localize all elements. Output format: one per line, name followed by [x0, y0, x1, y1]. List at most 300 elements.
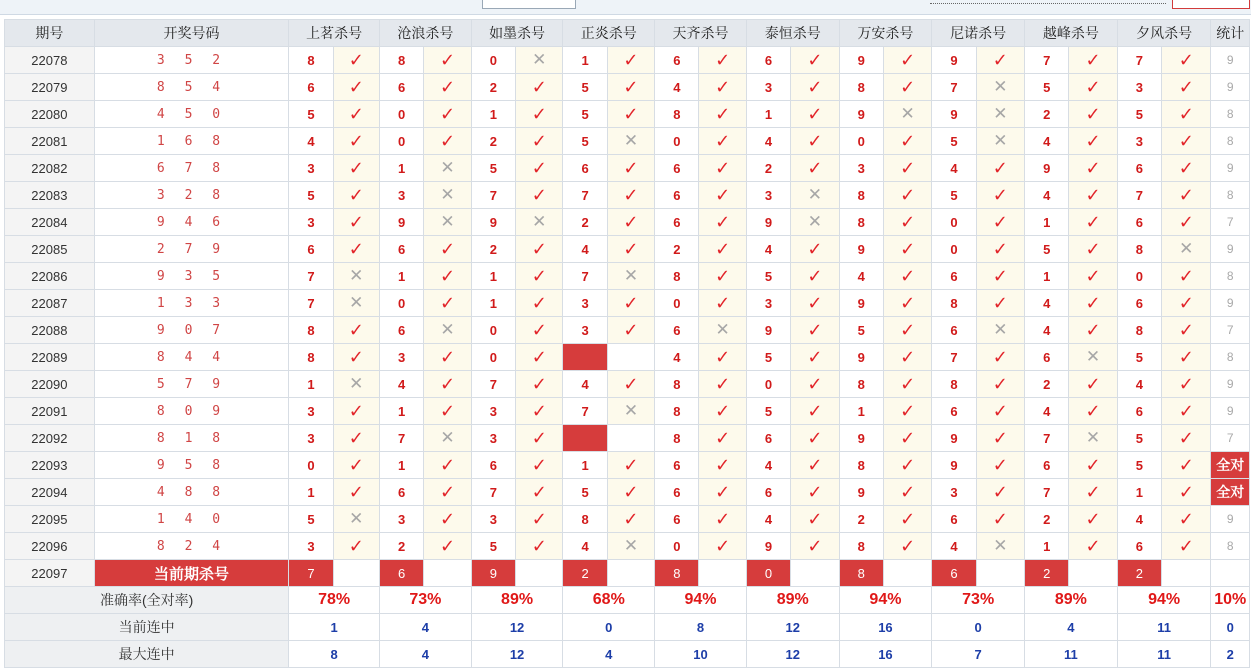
result-mark-cell — [424, 317, 471, 344]
draw-number-cell: 4 5 0 — [94, 101, 289, 128]
check-icon: ✓ — [992, 400, 1008, 421]
check-icon: ✓ — [992, 346, 1008, 367]
result-mark-cell — [699, 506, 746, 533]
accuracy-value: 73% — [379, 587, 471, 614]
cross-icon: ✕ — [807, 212, 823, 231]
result-mark-cell — [883, 74, 931, 101]
max-streak-value: 12 — [746, 641, 839, 668]
check-icon: ✓ — [900, 157, 916, 178]
kill-number-cell: 5 — [563, 101, 607, 128]
check-icon: ✓ — [807, 103, 823, 124]
check-icon: ✓ — [992, 508, 1008, 529]
draw-number-cell: 9 3 5 — [94, 263, 289, 290]
check-icon: ✓ — [439, 454, 456, 475]
result-mark-cell — [1069, 290, 1117, 317]
header-expert: 沧浪杀号 — [379, 20, 471, 47]
check-icon: ✓ — [1178, 184, 1194, 205]
check-icon: ✓ — [807, 319, 823, 340]
result-mark-cell — [976, 47, 1024, 74]
cross-icon: ✕ — [349, 509, 364, 528]
header-expert: 如墨杀号 — [471, 20, 563, 47]
kill-number-cell: 5 — [932, 182, 976, 209]
result-mark-cell — [424, 506, 471, 533]
result-mark-cell — [607, 101, 654, 128]
check-icon: ✓ — [623, 481, 639, 502]
result-mark-cell — [333, 263, 379, 290]
kill-number-cell: 2 — [1025, 101, 1069, 128]
result-mark-cell — [1162, 290, 1211, 317]
result-mark-cell — [516, 209, 563, 236]
period-select[interactable] — [482, 0, 576, 9]
issue-cell: 22085 — [5, 236, 95, 263]
kill-number-cell: 2 — [746, 155, 790, 182]
kill-number-cell: 7 — [1117, 182, 1161, 209]
check-icon: ✓ — [531, 346, 547, 367]
check-icon: ✓ — [531, 427, 547, 448]
cross-icon: ✕ — [993, 131, 1008, 150]
result-mark-cell — [1162, 317, 1211, 344]
kill-number-cell: 1 — [563, 452, 607, 479]
result-mark-cell — [976, 533, 1024, 560]
check-icon: ✓ — [439, 76, 456, 97]
result-mark-cell — [883, 209, 931, 236]
result-mark-cell — [1069, 506, 1117, 533]
draw-number-cell: 1 4 0 — [94, 506, 289, 533]
kill-number-cell: 5 — [746, 263, 790, 290]
kill-number-cell: 6 — [379, 317, 423, 344]
cross-icon: ✕ — [532, 50, 547, 69]
result-mark-cell — [516, 155, 563, 182]
kill-number-cell: 5 — [746, 344, 790, 371]
check-icon: ✓ — [531, 373, 547, 394]
result-mark-cell — [333, 182, 379, 209]
header-expert: 上茗杀号 — [289, 20, 380, 47]
result-mark-cell — [1162, 398, 1211, 425]
result-mark-cell — [883, 155, 931, 182]
check-icon: ✓ — [623, 238, 639, 259]
kill-number-cell: 6 — [655, 452, 699, 479]
check-icon: ✓ — [623, 373, 639, 394]
check-icon: ✓ — [1178, 130, 1194, 151]
cross-icon: ✕ — [993, 320, 1008, 339]
missing-kill-cell — [563, 344, 607, 371]
result-mark-cell — [333, 74, 379, 101]
kill-number-cell: 4 — [1025, 182, 1069, 209]
issue-cell: 22082 — [5, 155, 95, 182]
result-mark-cell — [516, 290, 563, 317]
kill-number-cell: 3 — [1117, 74, 1161, 101]
kill-number-cell: 0 — [932, 209, 976, 236]
kill-number-cell: 4 — [746, 506, 790, 533]
check-icon: ✓ — [531, 130, 547, 151]
accuracy-value: 89% — [746, 587, 839, 614]
check-icon: ✓ — [715, 481, 731, 502]
kill-number-cell: 9 — [1025, 155, 1069, 182]
result-mark-cell — [699, 290, 746, 317]
kill-number-cell: 6 — [655, 182, 699, 209]
kill-number-cell: 2 — [655, 236, 699, 263]
draw-number-cell: 1 6 8 — [94, 128, 289, 155]
stat-cell: 7 — [1211, 209, 1250, 236]
draw-number-cell: 3 2 8 — [94, 182, 289, 209]
kill-number-cell: 8 — [289, 317, 333, 344]
check-icon: ✓ — [807, 292, 823, 313]
check-icon: ✓ — [1085, 508, 1101, 529]
kill-number-cell: 5 — [746, 398, 790, 425]
kill-number-cell: 0 — [379, 128, 423, 155]
result-mark-cell — [1069, 182, 1117, 209]
kill-number-cell: 4 — [1025, 290, 1069, 317]
draw-number-cell: 4 8 8 — [94, 479, 289, 506]
kill-number-cell: 6 — [746, 479, 790, 506]
result-mark-cell — [883, 425, 931, 452]
check-icon: ✓ — [900, 346, 916, 367]
result-mark-cell — [791, 290, 839, 317]
check-icon: ✓ — [348, 319, 364, 340]
check-icon: ✓ — [900, 292, 916, 313]
stat-cell: 8 — [1211, 101, 1250, 128]
kill-number-cell: 3 — [746, 290, 790, 317]
current-kill-number: 2 — [563, 560, 607, 587]
result-mark-cell — [699, 47, 746, 74]
accuracy-value: 94% — [839, 587, 932, 614]
check-icon: ✓ — [715, 76, 731, 97]
result-mark-cell — [607, 128, 654, 155]
issue-cell: 22084 — [5, 209, 95, 236]
check-icon: ✓ — [900, 319, 916, 340]
kill-number-cell: 5 — [471, 155, 515, 182]
kill-number-cell: 8 — [932, 371, 976, 398]
kill-number-cell: 0 — [471, 344, 515, 371]
cross-icon: ✕ — [715, 320, 730, 339]
kill-number-cell: 3 — [379, 344, 423, 371]
result-mark-cell — [791, 209, 839, 236]
cross-icon: ✕ — [993, 536, 1008, 555]
table-row — [5, 290, 1250, 317]
result-mark-cell — [516, 452, 563, 479]
cross-icon: ✕ — [623, 131, 639, 150]
kill-number-cell: 3 — [289, 209, 333, 236]
result-mark-cell — [791, 533, 839, 560]
result-mark-cell — [1069, 128, 1117, 155]
table-row — [5, 425, 1250, 452]
check-icon: ✓ — [992, 292, 1008, 313]
check-icon: ✓ — [439, 535, 456, 556]
issue-cell: 22093 — [5, 452, 95, 479]
check-icon: ✓ — [1178, 346, 1194, 367]
kill-number-cell: 1 — [1025, 533, 1069, 560]
result-mark-cell — [424, 47, 471, 74]
result-mark-cell — [607, 236, 654, 263]
empty-cell — [699, 560, 746, 587]
check-icon: ✓ — [1178, 292, 1194, 313]
kill-number-cell: 4 — [1025, 128, 1069, 155]
empty-cell — [1069, 560, 1117, 587]
current-streak-value: 0 — [563, 614, 655, 641]
kill-number-cell: 7 — [563, 182, 607, 209]
result-mark-cell — [699, 182, 746, 209]
cross-icon: ✕ — [623, 536, 639, 555]
result-mark-cell — [1069, 425, 1117, 452]
table-row — [5, 371, 1250, 398]
result-mark-cell — [791, 398, 839, 425]
result-mark-cell — [607, 317, 654, 344]
check-icon: ✓ — [439, 49, 456, 70]
kill-number-cell: 8 — [563, 506, 607, 533]
stat-cell: 7 — [1211, 317, 1250, 344]
table-row — [5, 128, 1250, 155]
check-icon: ✓ — [1085, 184, 1101, 205]
result-mark-cell — [883, 128, 931, 155]
issue-cell: 22091 — [5, 398, 95, 425]
kill-number-cell: 2 — [839, 506, 883, 533]
kill-number-cell: 5 — [1117, 344, 1161, 371]
empty-cell — [516, 560, 563, 587]
result-mark-cell — [791, 182, 839, 209]
check-icon: ✓ — [623, 508, 639, 529]
header-expert: 夕风杀号 — [1117, 20, 1211, 47]
current-kill-number: 8 — [655, 560, 699, 587]
accuracy-value: 68% — [563, 587, 655, 614]
kill-number-cell: 8 — [655, 263, 699, 290]
check-icon: ✓ — [623, 184, 639, 205]
check-icon: ✓ — [348, 103, 364, 124]
kill-number-cell: 6 — [655, 479, 699, 506]
result-mark-cell — [791, 371, 839, 398]
result-mark-cell — [424, 398, 471, 425]
table-row — [5, 236, 1250, 263]
check-icon: ✓ — [531, 535, 547, 556]
result-mark-cell — [791, 479, 839, 506]
result-mark-cell — [1162, 128, 1211, 155]
result-mark-cell — [333, 47, 379, 74]
kill-number-cell: 7 — [563, 263, 607, 290]
result-mark-cell — [607, 47, 654, 74]
kill-number-cell: 2 — [1025, 506, 1069, 533]
check-icon: ✓ — [348, 130, 364, 151]
kill-number-cell: 9 — [839, 290, 883, 317]
kill-number-cell: 6 — [1117, 533, 1161, 560]
kill-number-cell: 3 — [289, 425, 333, 452]
current-streak-value: 1 — [289, 614, 380, 641]
result-mark-cell — [1069, 452, 1117, 479]
kill-number-cell: 6 — [655, 506, 699, 533]
result-mark-cell — [791, 452, 839, 479]
check-icon: ✓ — [439, 292, 456, 313]
kill-number-cell: 6 — [932, 398, 976, 425]
stat-cell: 8 — [1211, 182, 1250, 209]
check-icon: ✓ — [715, 157, 731, 178]
kill-number-cell: 0 — [379, 290, 423, 317]
table-row — [5, 263, 1250, 290]
kill-number-cell: 4 — [1117, 371, 1161, 398]
kill-number-cell: 2 — [379, 533, 423, 560]
table-row — [5, 209, 1250, 236]
kill-number-cell: 0 — [839, 128, 883, 155]
check-icon: ✓ — [807, 373, 823, 394]
current-kill-number: 0 — [746, 560, 790, 587]
draw-number-cell: 3 5 2 — [94, 47, 289, 74]
check-icon: ✓ — [992, 238, 1008, 259]
current-issue-cell: 22097 — [5, 560, 95, 587]
kill-number-cell: 7 — [1025, 47, 1069, 74]
check-icon: ✓ — [439, 265, 456, 286]
kill-number-cell: 3 — [932, 479, 976, 506]
check-icon: ✓ — [623, 454, 639, 475]
kill-number-cell: 3 — [471, 506, 515, 533]
check-icon: ✓ — [348, 535, 364, 556]
cross-icon: ✕ — [349, 293, 364, 312]
kill-number-cell: 0 — [655, 128, 699, 155]
kill-number-cell: 0 — [746, 371, 790, 398]
stat-cell: 9 — [1211, 74, 1250, 101]
result-mark-cell — [516, 371, 563, 398]
result-mark-cell — [791, 425, 839, 452]
issue-cell: 22096 — [5, 533, 95, 560]
result-mark-cell — [883, 101, 931, 128]
cross-icon: ✕ — [993, 104, 1008, 123]
check-icon: ✓ — [992, 454, 1008, 475]
result-mark-cell — [1162, 506, 1211, 533]
result-mark-cell — [333, 128, 379, 155]
result-mark-cell — [516, 479, 563, 506]
result-mark-cell — [516, 344, 563, 371]
table-row — [5, 47, 1250, 74]
kill-number-cell: 8 — [839, 182, 883, 209]
draw-number-cell: 9 4 6 — [94, 209, 289, 236]
check-icon: ✓ — [1085, 319, 1101, 340]
result-mark-cell — [1162, 263, 1211, 290]
header-expert: 尼诺杀号 — [932, 20, 1025, 47]
result-mark-cell — [333, 101, 379, 128]
result-mark-cell — [1162, 425, 1211, 452]
result-mark-cell — [699, 236, 746, 263]
check-icon: ✓ — [348, 346, 364, 367]
result-mark-cell — [424, 263, 471, 290]
check-icon: ✓ — [1085, 157, 1101, 178]
check-icon: ✓ — [439, 400, 456, 421]
check-icon: ✓ — [531, 481, 547, 502]
kill-number-cell: 1 — [746, 101, 790, 128]
check-icon: ✓ — [715, 184, 731, 205]
check-icon: ✓ — [531, 157, 547, 178]
kill-number-cell: 2 — [471, 236, 515, 263]
result-mark-cell — [976, 74, 1024, 101]
issue-cell: 22078 — [5, 47, 95, 74]
result-mark-cell — [791, 47, 839, 74]
result-mark-cell — [976, 155, 1024, 182]
stat-cell: 9 — [1211, 371, 1250, 398]
toolbar-action-box[interactable] — [1172, 0, 1250, 9]
kill-number-cell: 3 — [563, 290, 607, 317]
result-mark-cell — [1162, 155, 1211, 182]
result-mark-cell — [791, 317, 839, 344]
result-mark-cell — [516, 74, 563, 101]
empty-cell — [791, 560, 839, 587]
max-streak-row — [5, 641, 1250, 668]
result-mark-cell — [791, 128, 839, 155]
result-mark-cell — [424, 155, 471, 182]
kill-number-cell: 1 — [379, 263, 423, 290]
stat-cell: 8 — [1211, 533, 1250, 560]
header-issue: 期号 — [5, 20, 95, 47]
kill-number-cell: 5 — [1117, 452, 1161, 479]
kill-number-cell: 8 — [655, 398, 699, 425]
cross-icon: ✕ — [1179, 239, 1194, 258]
result-mark-cell — [883, 479, 931, 506]
current-kill-number: 6 — [379, 560, 423, 587]
cross-icon: ✕ — [440, 185, 455, 204]
kill-number-cell: 6 — [379, 479, 423, 506]
issue-cell: 22080 — [5, 101, 95, 128]
check-icon: ✓ — [531, 184, 547, 205]
kill-number-cell: 9 — [932, 425, 976, 452]
kill-number-cell: 1 — [1025, 209, 1069, 236]
kill-number-cell: 9 — [932, 101, 976, 128]
accuracy-value: 94% — [1117, 587, 1211, 614]
result-mark-cell — [699, 101, 746, 128]
result-mark-cell — [1162, 344, 1211, 371]
kill-number-cell: 2 — [471, 128, 515, 155]
result-mark-cell — [699, 533, 746, 560]
check-icon: ✓ — [531, 508, 547, 529]
kill-number-cell: 9 — [379, 209, 423, 236]
check-icon: ✓ — [1085, 535, 1101, 556]
draw-number-cell: 1 3 3 — [94, 290, 289, 317]
kill-number-cell: 5 — [289, 101, 333, 128]
check-icon: ✓ — [1085, 400, 1101, 421]
check-icon: ✓ — [715, 427, 731, 448]
cross-icon: ✕ — [623, 266, 639, 285]
result-mark-cell — [699, 155, 746, 182]
check-icon: ✓ — [715, 211, 731, 232]
current-kill-number: 2 — [1117, 560, 1161, 587]
check-icon: ✓ — [531, 238, 547, 259]
empty-mark-cell — [607, 425, 654, 452]
result-mark-cell — [333, 506, 379, 533]
result-mark-cell — [976, 452, 1024, 479]
check-icon: ✓ — [900, 49, 916, 70]
empty-cell — [976, 560, 1024, 587]
result-mark-cell — [1162, 74, 1211, 101]
kill-number-cell: 3 — [289, 533, 333, 560]
result-mark-cell — [333, 155, 379, 182]
check-icon: ✓ — [1178, 103, 1194, 124]
result-mark-cell — [791, 155, 839, 182]
kill-number-cell: 9 — [471, 209, 515, 236]
kill-number-cell: 5 — [289, 182, 333, 209]
result-mark-cell — [424, 128, 471, 155]
cross-icon: ✕ — [349, 266, 364, 285]
result-mark-cell — [516, 398, 563, 425]
result-mark-cell — [976, 209, 1024, 236]
draw-number-cell: 8 1 8 — [94, 425, 289, 452]
check-icon: ✓ — [900, 373, 916, 394]
check-icon: ✓ — [1085, 292, 1101, 313]
max-streak-value: 4 — [379, 641, 471, 668]
result-mark-cell — [699, 452, 746, 479]
check-icon: ✓ — [715, 400, 731, 421]
kill-number-cell: 1 — [289, 371, 333, 398]
cross-icon: ✕ — [440, 212, 455, 231]
kill-number-cell: 7 — [1117, 47, 1161, 74]
current-kill-number: 2 — [1025, 560, 1069, 587]
check-icon: ✓ — [1178, 49, 1194, 70]
check-icon: ✓ — [531, 265, 547, 286]
check-icon: ✓ — [348, 211, 364, 232]
result-mark-cell — [333, 371, 379, 398]
result-mark-cell — [883, 263, 931, 290]
